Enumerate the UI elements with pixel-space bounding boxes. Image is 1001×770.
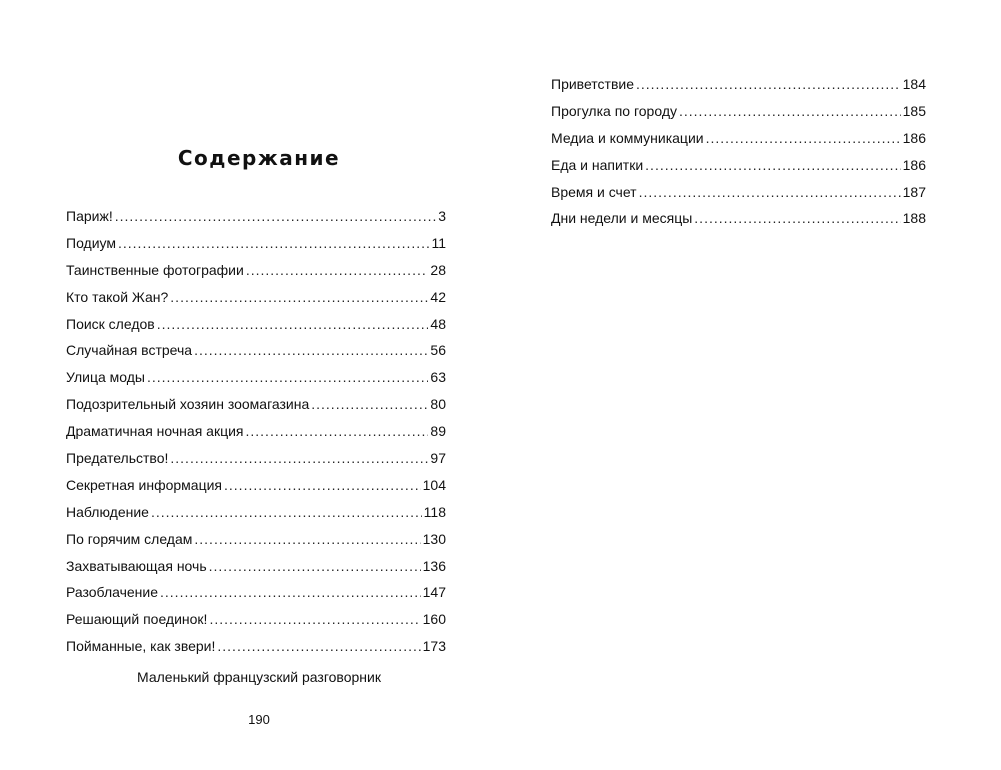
dot-leader <box>645 155 900 175</box>
toc-entry-title: Париж! <box>66 208 113 224</box>
toc-list-right <box>551 74 926 235</box>
toc-entry-title: Подозрительный хозяин зоомагазина <box>66 396 310 413</box>
toc-entry <box>66 367 446 394</box>
toc-entry-title: Поиск следов <box>66 315 155 332</box>
toc-entry-page: 48 <box>430 315 446 332</box>
toc-entry-title: Наблюдение <box>66 503 149 520</box>
dot-leader <box>170 448 428 468</box>
dot-leader <box>217 636 420 656</box>
toc-entry-title: Предательство! <box>66 450 169 467</box>
toc-entry-page: 136 <box>422 557 446 574</box>
toc-entry-title: Прогулка по городу <box>551 102 677 119</box>
toc-entry-title: Дни недели и месяцы <box>551 210 693 227</box>
toc-entry <box>66 394 446 421</box>
toc-entry-page: 186 <box>902 156 926 173</box>
toc-entry-page: 184 <box>902 76 926 92</box>
dot-leader <box>170 287 428 307</box>
dot-leader <box>151 502 422 522</box>
toc-entry <box>551 155 926 182</box>
toc-entry <box>551 208 926 235</box>
page-number: 190 <box>248 712 270 727</box>
toc-entry <box>551 182 926 209</box>
toc-entry <box>66 582 446 609</box>
toc-entry-title: Секретная информация <box>66 476 223 493</box>
toc-entry-title: Еда и напитки <box>551 156 644 173</box>
dot-leader <box>157 314 429 334</box>
dot-leader <box>246 260 429 280</box>
dot-leader <box>147 367 428 387</box>
toc-entry-page: 56 <box>430 342 446 359</box>
toc-entry-title: Захватывающая ночь <box>66 557 207 574</box>
toc-entry <box>551 101 926 128</box>
toc-entry-page: 185 <box>902 102 926 119</box>
toc-entry-page: 188 <box>902 210 926 227</box>
toc-entry-title: Кто такой Жан? <box>66 288 169 305</box>
dot-leader <box>209 609 420 629</box>
toc-entry-page: 3 <box>438 208 446 224</box>
toc-entry-page: 118 <box>423 503 446 520</box>
dot-leader <box>194 340 428 360</box>
toc-entry-page: 63 <box>430 369 446 386</box>
toc-entry <box>66 448 446 475</box>
toc-entry-title: Решающий поединок! <box>66 611 208 628</box>
toc-entry-title: Случайная встреча <box>66 342 193 359</box>
toc-entry-page: 89 <box>430 423 446 440</box>
dot-leader <box>694 208 900 228</box>
toc-entry <box>66 556 446 583</box>
toc-entry <box>66 609 446 636</box>
toc-entry <box>66 421 446 448</box>
toc-entry-title: Подиум <box>66 234 116 251</box>
toc-entry-title: Драматичная ночная акция <box>66 423 244 440</box>
toc-entry <box>66 502 446 529</box>
toc-entry-page: 104 <box>422 476 446 493</box>
toc-entry-page: 187 <box>902 183 926 200</box>
toc-entry <box>551 74 926 101</box>
toc-entry-title: Разоблачение <box>66 584 159 601</box>
toc-entry-title: Время и счет <box>551 183 637 200</box>
toc-entry-page: 173 <box>422 638 446 655</box>
toc-entry-title: Таинственные фотографии <box>66 261 244 278</box>
dot-leader <box>246 421 429 441</box>
toc-entry <box>66 206 446 233</box>
dot-leader <box>209 556 421 576</box>
toc-entry-page: 28 <box>430 261 446 278</box>
toc-entry-title: Улица моды <box>66 369 145 386</box>
toc-entry-page: 97 <box>430 450 446 467</box>
toc-entry-title: Медиа и коммуникации <box>551 129 704 146</box>
dot-leader <box>194 529 420 549</box>
toc-entry <box>551 128 926 155</box>
toc-entry-title: Приветствие <box>551 76 634 92</box>
dot-leader <box>118 233 429 253</box>
toc-entry <box>66 314 446 341</box>
toc-entry-page: 80 <box>430 396 446 413</box>
dot-leader <box>679 101 901 121</box>
toc-entry <box>66 529 446 556</box>
dot-leader <box>115 206 436 226</box>
toc-title: Содержание <box>177 146 341 170</box>
toc-entry-title: Пойманные, как звери! <box>66 638 216 655</box>
dot-leader <box>706 128 901 148</box>
dot-leader <box>160 582 421 602</box>
toc-entry <box>66 340 446 367</box>
dot-leader <box>311 394 428 414</box>
toc-entry <box>66 233 446 260</box>
toc-entry-page: 160 <box>422 611 446 628</box>
toc-entry-page: 186 <box>902 129 926 146</box>
toc-entry <box>66 636 446 663</box>
left-page <box>66 0 446 770</box>
toc-entry-page: 147 <box>422 584 446 601</box>
dot-leader <box>639 182 901 202</box>
toc-entry-page: 42 <box>430 288 446 305</box>
appendix-heading: Маленький французский разговорник <box>137 669 381 685</box>
toc-entry <box>66 475 446 502</box>
right-page <box>551 0 926 770</box>
toc-entry-page: 11 <box>431 234 446 251</box>
toc-entry <box>66 287 446 314</box>
toc-entry-page: 130 <box>422 530 446 547</box>
toc-list-left <box>66 206 446 663</box>
dot-leader <box>636 74 901 94</box>
toc-entry-title: По горячим следам <box>66 530 193 547</box>
dot-leader <box>224 475 421 495</box>
toc-entry <box>66 260 446 287</box>
